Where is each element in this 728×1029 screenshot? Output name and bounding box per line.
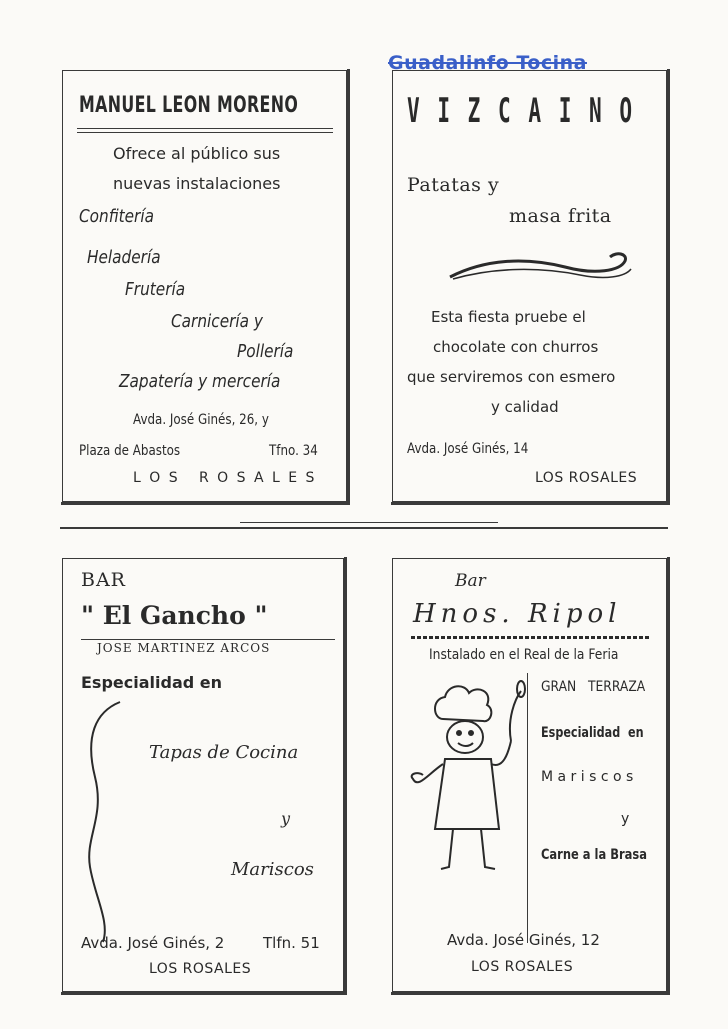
intro-line-2: nuevas instalaciones [113, 174, 281, 193]
ad-manuel-leon-moreno [62, 70, 347, 502]
service-polleria: Pollería [237, 341, 294, 362]
product-line-1: Patatas y [407, 174, 500, 196]
business-name: V I Z C A I N O [407, 91, 635, 131]
conjunction: y [281, 809, 291, 828]
divider-dashed [411, 636, 651, 639]
town: LOS ROSALES [149, 961, 252, 977]
separator-line-short [240, 522, 498, 523]
business-kind: Bar [455, 571, 486, 591]
ornament-flourish [445, 249, 635, 289]
specialty-heading: Especialidad en [81, 673, 223, 692]
divider [77, 132, 333, 133]
business-name: Hnos. Ripol [413, 599, 622, 629]
service-zapateria: Zapatería y mercería [119, 371, 281, 392]
promo-line-1: Esta fiesta pruebe el [431, 308, 586, 326]
intro-line-1: Ofrece al público sus [113, 144, 281, 163]
promo-line-2: chocolate con churros [433, 338, 599, 356]
specialty-item-2: Carne a la Brasa [541, 847, 647, 863]
business-name: MANUEL LEON MORENO [79, 93, 299, 118]
watermark: Guadalinfo Tocina [388, 52, 587, 74]
town: L O S R O S A L E S [133, 470, 317, 486]
address-line-1: Avda. José Ginés, 26, y [133, 412, 269, 428]
business-kind: BAR [81, 569, 126, 591]
separator-line [60, 527, 668, 529]
product-line-2: masa frita [509, 205, 612, 227]
promo-line-4: y calidad [491, 398, 559, 416]
specialty-item-1: M a r i s c o s [541, 769, 634, 785]
divider [81, 639, 335, 640]
address: Avda. José Ginés, 14 [407, 441, 529, 457]
divider [77, 128, 333, 129]
ad-vizcaino [392, 70, 667, 502]
chef-illustration [403, 679, 533, 889]
specialty-item-1: Tapas de Cocina [149, 742, 299, 763]
town: LOS ROSALES [471, 959, 574, 975]
conjunction: y [621, 811, 630, 827]
address: Avda. José Ginés, 2 [81, 934, 225, 952]
specialty-heading: Especialidad en [541, 725, 644, 741]
phone: Tlfn. 51 [263, 934, 320, 952]
phone: Tfno. 34 [269, 443, 318, 459]
ad-bar-el-gancho [62, 558, 344, 992]
address-line-2: Plaza de Abastos [79, 443, 181, 459]
service-fruteria: Frutería [125, 279, 186, 300]
service-carniceria: Carnicería y [171, 311, 263, 332]
promo-line-3: que serviremos con esmero [407, 368, 616, 386]
address: Avda. José Ginés, 12 [447, 931, 600, 949]
specialty-item-2: Mariscos [231, 859, 314, 880]
brace-ornament [75, 697, 125, 947]
owner-name: JOSE MARTINEZ ARCOS [97, 641, 271, 655]
ad-bar-hnos-ripol [392, 558, 667, 992]
terrace-note: GRAN TERRAZA [541, 679, 646, 695]
service-heladeria: Heladería [87, 247, 161, 268]
town: LOS ROSALES [535, 470, 638, 486]
service-confiteria: Confitería [79, 206, 154, 227]
location-note: Instalado en el Real de la Feria [429, 647, 619, 663]
business-name: " El Gancho " [81, 601, 268, 630]
